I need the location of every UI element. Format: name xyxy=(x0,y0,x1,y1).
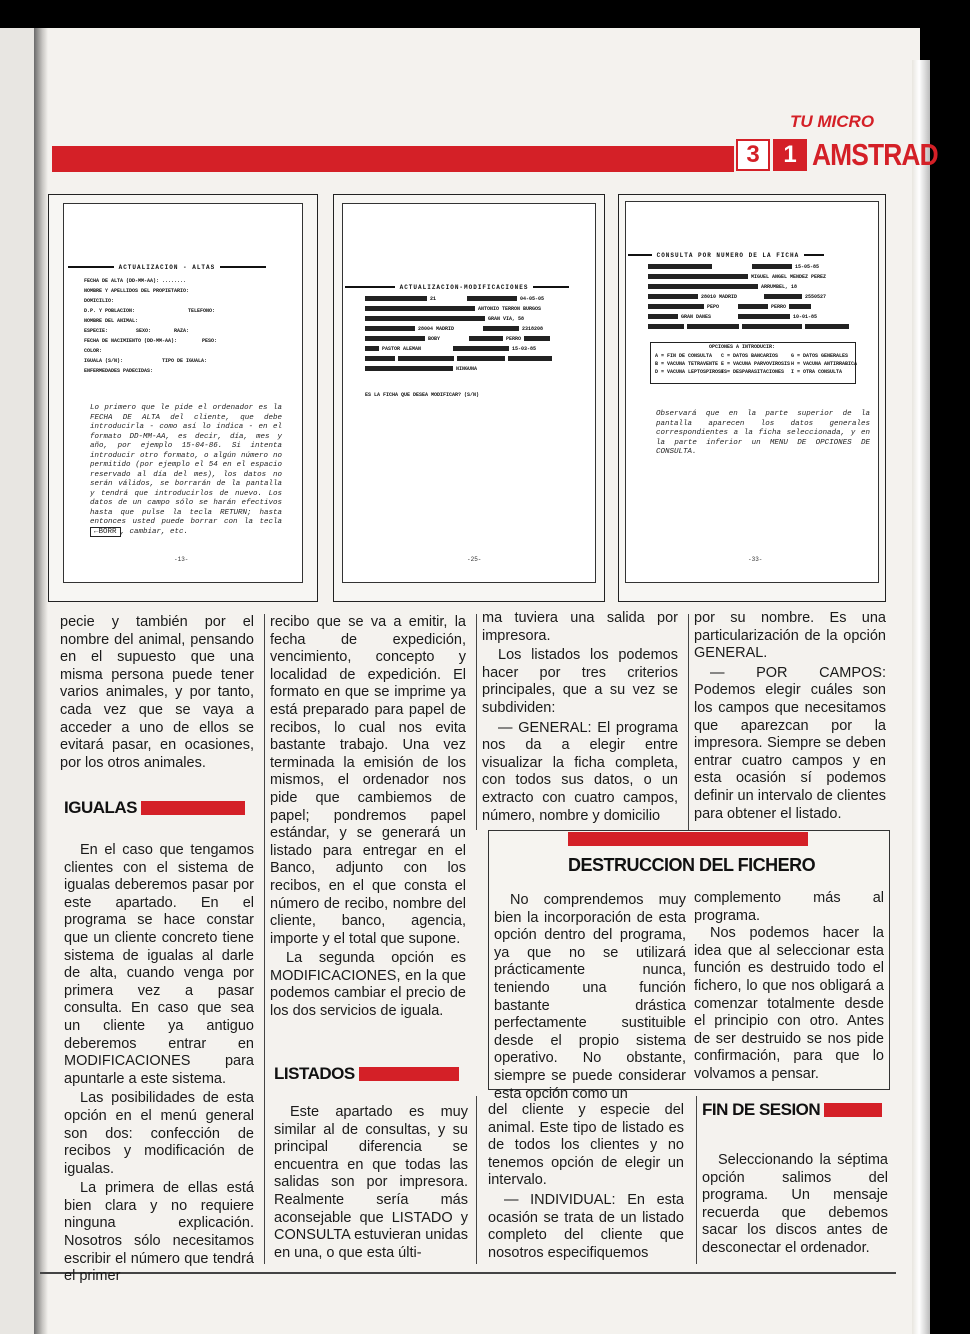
heading-text: IGUALAS xyxy=(64,798,137,817)
field-line: ESPECIE: xyxy=(84,328,109,334)
screen-title: CONSULTA POR NUMERO DE LA FICHA xyxy=(628,252,824,259)
record-line: 15-03-85 xyxy=(453,346,536,352)
paragraph: pecie y también por el nombre del animal, pensando en el supuesto que una misma persona puede tener varios animales, y por tanto, cada vez que se vaya a acceder a uno de ellos se evitará pasar, en ocasiones, por los otros animales. xyxy=(60,614,254,771)
record-line: ANTONIO TERRON BURGOS xyxy=(365,306,541,312)
paragraph: En el caso que tengamos clientes con el sistema de igualas deberemos pasar por este apartado. En el programa se hace constar que un cliente concreto tiene sistema de igualas al darle de alta, cuando venga por primera vez a pasar consulta. En caso que sea un cliente ya antiguo deberemos entrar en MODIFICACIONES para apuntarle a este sistema. xyxy=(64,842,254,1087)
screen-caption: Observará que en la parte superior de la pantalla aparecen los datos generales correspondientes a la ficha seleccionada, y en la parte inferior un MENU DE OPCIONES DE CONSULTA. xyxy=(656,410,870,456)
screenshot-modificaciones xyxy=(333,194,605,602)
record-line: NINGUNA xyxy=(365,366,477,372)
heading-red-bar xyxy=(824,1103,882,1117)
paragraph: complemento más al programa. xyxy=(694,890,884,924)
paragraph: por su nombre. Es una particularización de la opción GENERAL. xyxy=(694,610,886,662)
record-line: GRAN VIA, 58 xyxy=(365,316,524,322)
paragraph: — INDIVIDUAL: En esta ocasión se trata de un listado completo del cliente que nosotros especifiquemos xyxy=(488,1191,684,1261)
heading-red-bar xyxy=(359,1067,459,1081)
paragraph: La segunda opción es MODIFICACIONES, en la que podemos cambiar el precio de los dos servicios de iguala. xyxy=(270,950,466,1020)
screenshot-altas xyxy=(48,194,318,602)
record-line: PEPO xyxy=(648,304,719,310)
record-line: 04-05-05 xyxy=(467,296,544,302)
record-line: PERRO xyxy=(469,336,550,342)
paragraph: Este apartado es muy similar al de consultas, y su principal diferencia se encuentra en que todas las salidas son por impresora. Realmente sería más aconsejable que LISTADO y CONSULTA estuvieran unidas en una, o que esta últi- xyxy=(274,1104,468,1261)
screen-page-number: -25- xyxy=(467,556,482,563)
paragraph: Seleccionando la séptima opción salimos del programa. Un mensaje recuerda que debemos sacar los discos antes de desconectar el ordenador. xyxy=(702,1152,888,1256)
column-rule xyxy=(476,1096,477,1264)
article-column-1 xyxy=(60,614,254,772)
record-line: ARRUMBEL, 18 xyxy=(648,284,797,290)
section-heading-listados xyxy=(274,1064,459,1084)
record-line: 2550527 xyxy=(764,294,826,300)
record-line: PASTOR ALEMAN xyxy=(365,346,421,352)
screenshot-consulta xyxy=(618,194,886,602)
field-line: PESO: xyxy=(202,338,218,344)
option-item: G = DATOS GENERALES xyxy=(791,353,849,359)
screen-page-number: -13- xyxy=(174,556,189,563)
confirm-prompt: ES LA FICHA QUE DESEA MODIFICAR? (S/N) xyxy=(365,392,480,398)
paragraph: ma tuviera una salida por impresora. xyxy=(482,610,678,644)
paragraph: — POR CAMPOS: Podemos elegir cuáles son los campos que necesitamos que aparezcan por la impresora. Siempre se deben entrar cuatro campos y en esta ocasión sí podemos definir un intervalo de clientes para obtener el listado. xyxy=(694,664,886,822)
record-line: MIGUEL ANGEL MENDEZ PEREZ xyxy=(648,274,826,280)
field-line: RAZA: xyxy=(174,328,190,334)
record-line: 2318208 xyxy=(483,326,543,332)
screen-document xyxy=(63,203,303,583)
brand-name: AMSTRAD xyxy=(812,137,938,172)
option-item: H = VACUNA ANTIRRABICA xyxy=(791,361,858,367)
field-line: D.P. Y POBLACION: xyxy=(84,308,136,314)
article-column-4 xyxy=(694,610,886,823)
paragraph: Los listados los podemos hacer por tres criterios principales, que a su vez se subdividen: xyxy=(482,647,678,716)
article-column-3-cont xyxy=(488,1102,684,1262)
options-title: OPCIONES A INTRODUCIR: xyxy=(709,344,776,350)
section-kicker: TU MICRO xyxy=(790,112,875,131)
record-line: PERRO xyxy=(738,304,811,310)
screen-title: ACTUALIZACION-MODIFICACIONES xyxy=(345,284,569,291)
option-item: F = DESPARASITACIONES xyxy=(721,369,785,375)
article-column-2 xyxy=(270,614,466,1021)
box-title: DESTRUCCION DEL FICHERO xyxy=(568,855,816,875)
paragraph: — GENERAL: El programa nos da a elegir entre visualizar la ficha completa, con todos sus datos, o un extracto con cuatro campos, número, nombre y domicilio xyxy=(482,719,678,824)
record-line: BOBY xyxy=(365,336,440,342)
option-item: E = VACUNA PARVOVIROSIS xyxy=(721,361,791,367)
paragraph: Nos podemos hacer la idea que al seleccionar esta función es destruido todo el fichero, lo que nos obligará a comenzar totalmente desde el principio con otro. Antes de ser destruido se nos pide confirmación, para que lo volvamos a pensar. xyxy=(694,925,884,1082)
box-red-bar xyxy=(568,832,808,846)
option-item: B = VACUNA TETRAVENTE xyxy=(655,361,719,367)
screen-title: ACTUALIZACION - ALTAS xyxy=(68,264,266,271)
screen-page-number: -33- xyxy=(748,556,763,563)
option-item: I = OTRA CONSULTA xyxy=(791,369,843,375)
article-column-3 xyxy=(482,610,678,825)
option-item: D = VACUNA LEPTOSPIROSIS xyxy=(655,369,728,375)
record-line xyxy=(648,264,712,270)
field-line: DOMICILIO: xyxy=(84,298,115,304)
record-line: 28010 MADRID xyxy=(648,294,737,300)
article-column-1-cont xyxy=(64,842,254,1286)
article-column-2-cont xyxy=(274,1104,468,1262)
record-line: 10-01-85 xyxy=(738,314,817,320)
section-heading-fin-de-sesion xyxy=(702,1100,882,1120)
page-stack-edge xyxy=(912,60,930,1334)
field-line: COLOR: xyxy=(84,348,103,354)
brand-number-left: 3 xyxy=(736,139,770,171)
record-line xyxy=(365,356,552,362)
article-column-4-cont xyxy=(702,1152,888,1258)
field-line: FECHA DE ALTA (DD-MM-AA): ........ xyxy=(84,278,187,284)
record-line: 21 xyxy=(365,296,436,302)
heading-text: LISTADOS xyxy=(274,1064,355,1083)
screen-document xyxy=(625,201,879,583)
options-menu-box xyxy=(650,342,856,384)
heading-text: FIN DE SESION xyxy=(702,1100,821,1119)
field-line: SEXO: xyxy=(136,328,152,334)
column-rule xyxy=(696,1096,697,1264)
brand-logo xyxy=(736,138,960,172)
box-column-left xyxy=(494,892,686,1103)
paragraph: recibo que se va a emitir, la fecha de expedición, vencimiento, concepto y localidad de expedición. El formato en que se imprime ya está preparado para papel de recibos, lo cual nos evita bastante trabajo. Una vez terminada la emisión de los mismos, el ordenador nos pide que cambiemos de papel; pondremos papel estándar, y se generará un listado para entregar en el Banco, adjunto con los recibos, en el que consta el número de recibo, nombre del cliente, banco, agencia, importe y el total que supone. xyxy=(270,614,466,947)
paragraph: La primera de ellas está bien clara y no requiere ninguna explicación. Nosotros sólo necesitamos escribir el número que tendrá el primer xyxy=(64,1180,254,1285)
column-rule xyxy=(476,614,477,830)
field-line: FECHA DE NACIMIENTO (DD-MM-AA): xyxy=(84,338,178,344)
page-gutter xyxy=(34,28,48,1334)
option-item: A = FIN DE CONSULTA xyxy=(655,353,713,359)
paragraph: del cliente y especie del animal. Este tipo de listado es de todos los clientes y no tenemos opción de elegir un intervalo. xyxy=(488,1102,684,1189)
field-line: IGUALA (S/N): xyxy=(84,358,124,364)
record-line: 15-05-85 xyxy=(752,264,819,270)
screen-caption: Lo primero que le pide el ordenador es la FECHA DE ALTA del cliente, que debe introducirla - como así lo indica - en el formato DD-MM-AA, es decir, día, mes y año, por ejemplo 15-04-86. Si intenta introducir otro formato, o algún número no permitido (por ejemplo el 54 en el espacio reservado al día del mes), los datos no serán válidos, se borrarán de la pantalla y tendrá que introducirlos de nuevo. Los datos de un campo sólo se harán efectivos hasta que pulse la tecla RETURN; hasta entonces usted puede borrar con la tecla ←BORR , cambiar, etc. xyxy=(90,404,282,536)
borr-key: ←BORR xyxy=(90,527,121,537)
field-line: TELEFONO: xyxy=(188,308,216,314)
box-column-right xyxy=(694,890,884,1084)
section-heading-igualas xyxy=(64,798,245,818)
screen-document xyxy=(342,203,596,583)
paragraph: Las posibilidades de esta opción en el menú general son dos: confección de recibos y modificación de igualas. xyxy=(64,1090,254,1177)
header-red-bar xyxy=(52,146,734,172)
option-item: C = DATOS BANCARIOS xyxy=(721,353,779,359)
record-line: 28004 MADRID xyxy=(365,326,454,332)
paragraph: No comprendemos muy bien la incorporación de esta opción dentro del programa, ya que no se utilizará prácticamente nunca, teniendo una función bastante drástica perfectamente sustituible desde el propio sistema operativo. No obstante, siempre se puede considerar esta opción como un xyxy=(494,892,686,1102)
record-line xyxy=(648,324,849,330)
field-line: ENFERMEDADES PADECIDAS: xyxy=(84,368,154,374)
record-line: GRAN DANES xyxy=(648,314,711,320)
field-line: NOMBRE DEL ANIMAL: xyxy=(84,318,139,324)
column-rule xyxy=(264,614,265,1264)
brand-number-right: 1 xyxy=(773,139,807,171)
field-line: TIPO DE IGUALA: xyxy=(162,358,208,364)
heading-red-bar xyxy=(141,801,245,815)
field-line: NOMBRE Y APELLIDOS DEL PROPIETARIO: xyxy=(84,288,190,294)
column-rule xyxy=(688,614,689,830)
